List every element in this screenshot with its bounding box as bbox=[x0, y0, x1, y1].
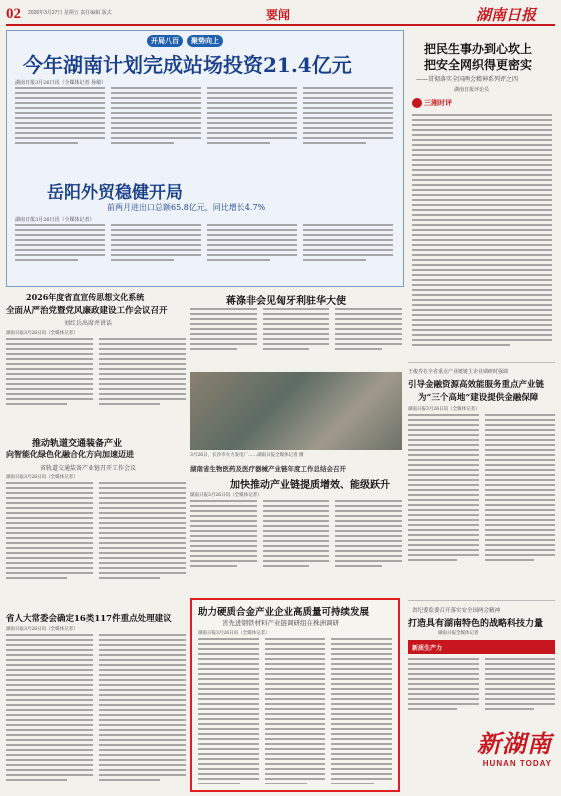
yueyang-subhead: 前两月进出口总额65.8亿元，同比增长4.7% bbox=[107, 203, 266, 212]
yueyang-col-3 bbox=[207, 224, 297, 280]
finance-col-2 bbox=[485, 414, 556, 594]
strategic-story bbox=[408, 606, 555, 716]
rail-col-2 bbox=[99, 482, 186, 602]
hardalloy-col-2 bbox=[265, 638, 326, 784]
header-rule bbox=[6, 24, 555, 26]
finance-kicker: 王俊寿在全省重点产业链链主企业调研时强调 bbox=[408, 369, 509, 375]
commentary-byline: 湖南日报评论员 bbox=[454, 87, 490, 93]
discipline-subhead: 刘红兵出席并讲话 bbox=[64, 320, 113, 327]
commentary-body bbox=[412, 114, 552, 354]
npc-col-1 bbox=[6, 634, 93, 784]
yueyang-story-box bbox=[6, 172, 404, 287]
xinhunan-logo-text: 新湖南 bbox=[477, 732, 552, 758]
yueyang-headline: 岳阳外贸稳健开局 bbox=[47, 183, 183, 203]
discipline-col-1 bbox=[6, 338, 93, 428]
hardalloy-subhead: 省先进钢铁材料产业链调研组在株洲调研 bbox=[222, 619, 339, 627]
npc-col-2 bbox=[99, 634, 186, 784]
finance-byline: 湖南日报3月26日讯（全媒体记者） bbox=[408, 407, 480, 412]
strategic-tag: 新质生产力 bbox=[412, 645, 443, 652]
masthead-logo: 湖南日报 bbox=[476, 8, 537, 24]
page-number: 02 bbox=[6, 6, 21, 22]
photo-story bbox=[190, 292, 402, 460]
strategic-headline: 打造具有湖南特色的战略科技力量 bbox=[408, 619, 544, 629]
strategic-byline: 湖南日报全媒体记者 bbox=[438, 631, 479, 636]
medical-col-2 bbox=[263, 500, 330, 590]
rail-byline: 湖南日报3月26日讯（全媒体记者） bbox=[6, 475, 78, 480]
photo-story-headline: 蒋涤非会见匈牙利驻华大使 bbox=[226, 296, 346, 307]
lead-col-3 bbox=[207, 87, 297, 167]
strategic-col-1 bbox=[408, 658, 479, 714]
yueyang-byline: 湖南日报3月26日讯（全媒体记者） bbox=[15, 217, 95, 223]
lead-byline: 湖南日报3月26日讯（全媒体记者 孙敏） bbox=[15, 80, 107, 86]
xinhunan-logo-en: HUNAN TODAY bbox=[482, 759, 552, 768]
lead-headline: 今年湖南计划完成站场投资21.4亿元 bbox=[23, 53, 352, 77]
strategic-col-2 bbox=[485, 658, 556, 714]
lead-story bbox=[6, 30, 404, 174]
rail-story bbox=[6, 436, 186, 606]
photo-col-2 bbox=[263, 308, 330, 368]
photo-col-3 bbox=[335, 308, 402, 368]
section-title: 要闻 bbox=[266, 8, 291, 22]
medical-headline-2: 加快推动产业链提质增效、能级跃升 bbox=[230, 480, 390, 491]
news-photo bbox=[190, 372, 402, 450]
medical-byline: 湖南日报3月26日讯（全媒体记者） bbox=[190, 493, 262, 498]
rail-headline-1: 推动轨道交通装备产业 bbox=[32, 439, 123, 449]
commentary-headline-2: 把安全网织得更密实 bbox=[424, 58, 533, 72]
photo-col-1 bbox=[190, 308, 257, 368]
finance-headline-1: 引导金融资源高效能服务重点产业链 bbox=[408, 380, 545, 390]
rail-headline-2: 向智能化绿色化融合化方向加速迈进 bbox=[6, 449, 134, 459]
photo-caption: 3月26日，长沙市火力发电厂……湖南日报全媒体记者 摄 bbox=[190, 453, 304, 458]
medical-col-3 bbox=[335, 500, 402, 590]
yueyang-col-4 bbox=[303, 224, 393, 280]
right-divider bbox=[408, 362, 555, 363]
discipline-col-2 bbox=[99, 338, 186, 428]
commentary-logo-icon bbox=[412, 98, 422, 108]
medical-headline-1: 湖南省生物医药及医疗器械产业链年度工作总结会召开 bbox=[190, 465, 346, 473]
commentary-subhead: ——贯彻落实全国两会精神系列评之四 bbox=[416, 76, 519, 83]
finance-col-1 bbox=[408, 414, 479, 594]
commentary-headline-1: 把民生事办到心坎上 bbox=[424, 42, 533, 56]
commentary-column bbox=[408, 30, 555, 360]
rail-col-1 bbox=[6, 482, 93, 602]
strategic-kicker: 省纪委监委召开落实安全国两会精神 bbox=[412, 608, 501, 614]
xinhunan-logo bbox=[462, 724, 552, 768]
hardalloy-col-3 bbox=[331, 638, 392, 784]
npc-headline: 省人大常委会确定16类117件重点处理建议 bbox=[6, 614, 172, 624]
hardalloy-col-1 bbox=[198, 638, 259, 784]
medical-col-1 bbox=[190, 500, 257, 590]
discipline-byline: 湖南日报3月26日讯（全媒体记者） bbox=[6, 331, 78, 336]
hardalloy-byline: 湖南日报3月26日讯（全媒体记者） bbox=[198, 631, 270, 636]
yueyang-col-1 bbox=[15, 224, 105, 280]
npc-byline: 湖南日报3月26日讯（全媒体记者） bbox=[6, 627, 78, 632]
lead-col-1 bbox=[15, 87, 105, 167]
hardalloy-headline: 助力硬质合金产业企业高质量可持续发展 bbox=[198, 607, 370, 618]
medical-story bbox=[190, 464, 402, 594]
finance-story bbox=[408, 368, 555, 598]
lead-col-4 bbox=[303, 87, 393, 167]
highlighted-hardalloy-story bbox=[190, 598, 400, 792]
discipline-headline-2: 全面从严治党暨党风廉政建设工作会议召开 bbox=[6, 306, 168, 316]
npc-story bbox=[6, 612, 186, 792]
yueyang-col-2 bbox=[111, 224, 201, 280]
right-divider-2 bbox=[408, 600, 555, 601]
finance-headline-2: 为“三个高地”建设提供金融保障 bbox=[418, 393, 539, 403]
discipline-story bbox=[6, 292, 186, 432]
lead-kicker: 开局八百 bbox=[147, 35, 183, 47]
rail-subhead: 省轨道交通装备产业链召开工作会议 bbox=[40, 465, 137, 472]
lead-kicker-2: 聚势向上 bbox=[187, 35, 223, 47]
discipline-headline-1: 2026年度省直宣传思想文化系统 bbox=[26, 292, 145, 302]
commentary-logo: 三湘时评 bbox=[424, 100, 452, 107]
lead-col-2 bbox=[111, 87, 201, 167]
date-line: 2026年3月27日 星期五 责任编辑 版式 bbox=[28, 10, 112, 16]
